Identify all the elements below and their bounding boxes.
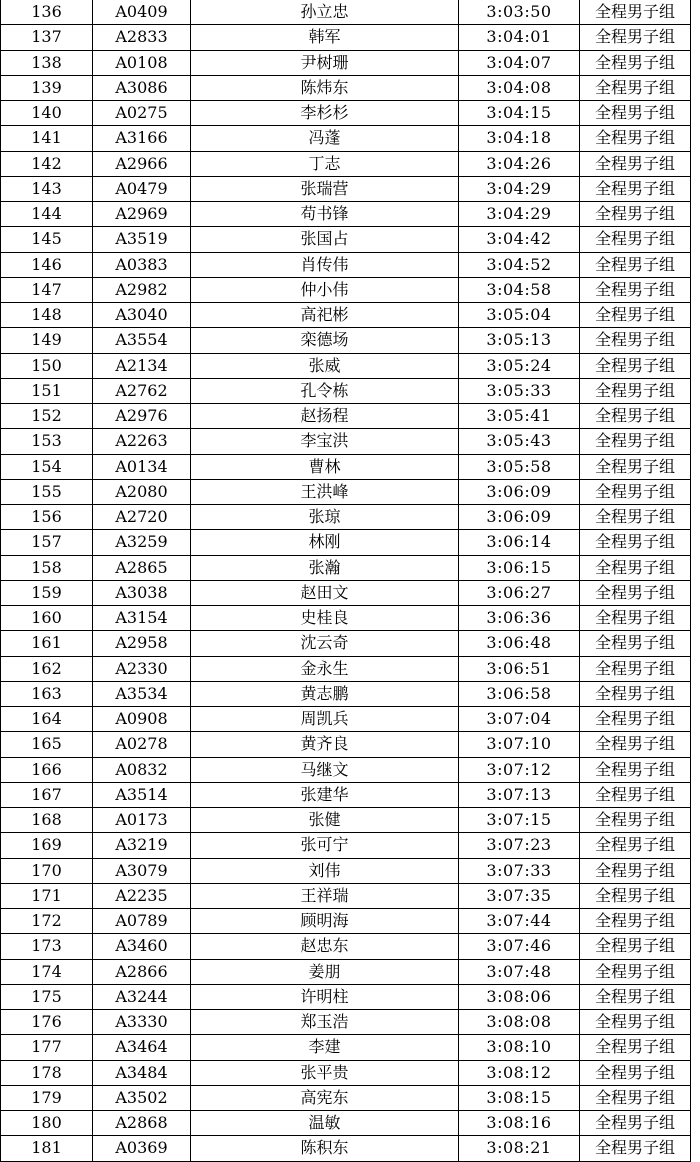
runner-name-cell: 高祀彬 <box>191 303 459 328</box>
bib-number-cell: A2969 <box>93 202 191 227</box>
rank-cell: 149 <box>1 328 93 353</box>
bib-number-cell: A0108 <box>93 50 191 75</box>
group-cell: 全程男子组 <box>580 328 691 353</box>
runner-name-cell: 张健 <box>191 808 459 833</box>
rank-cell: 170 <box>1 858 93 883</box>
table-row <box>1 984 691 1009</box>
runner-name-cell: 高宪东 <box>191 1085 459 1110</box>
bib-number-cell: A2833 <box>93 25 191 50</box>
runner-name-cell: 李杉杉 <box>191 101 459 126</box>
rank-cell: 161 <box>1 631 93 656</box>
table-row <box>1 580 691 605</box>
table-row <box>1 1010 691 1035</box>
group-cell: 全程男子组 <box>580 505 691 530</box>
runner-name-cell: 仲小伟 <box>191 277 459 302</box>
finish-time-cell: 3:06:48 <box>459 631 580 656</box>
runner-name-cell: 许明柱 <box>191 984 459 1009</box>
rank-cell: 141 <box>1 126 93 151</box>
group-cell: 全程男子组 <box>580 151 691 176</box>
rank-cell: 150 <box>1 353 93 378</box>
table-row <box>1 808 691 833</box>
runner-name-cell: 温敏 <box>191 1111 459 1136</box>
finish-time-cell: 3:05:13 <box>459 328 580 353</box>
bib-number-cell: A3484 <box>93 1060 191 1085</box>
rank-cell: 163 <box>1 681 93 706</box>
group-cell: 全程男子组 <box>580 202 691 227</box>
group-cell: 全程男子组 <box>580 833 691 858</box>
rank-cell: 142 <box>1 151 93 176</box>
group-cell: 全程男子组 <box>580 252 691 277</box>
table-row <box>1 505 691 530</box>
rank-cell: 155 <box>1 479 93 504</box>
finish-time-cell: 3:04:29 <box>459 176 580 201</box>
bib-number-cell: A0832 <box>93 757 191 782</box>
group-cell: 全程男子组 <box>580 606 691 631</box>
finish-time-cell: 3:07:44 <box>459 909 580 934</box>
results-table-body <box>1 0 691 1161</box>
rank-cell: 154 <box>1 454 93 479</box>
finish-time-cell: 3:05:41 <box>459 404 580 429</box>
finish-time-cell: 3:06:09 <box>459 479 580 504</box>
rank-cell: 151 <box>1 378 93 403</box>
rank-cell: 162 <box>1 656 93 681</box>
finish-time-cell: 3:07:23 <box>459 833 580 858</box>
table-row <box>1 328 691 353</box>
rank-cell: 145 <box>1 227 93 252</box>
runner-name-cell: 丁志 <box>191 151 459 176</box>
table-row <box>1 782 691 807</box>
bib-number-cell: A2235 <box>93 883 191 908</box>
table-row <box>1 176 691 201</box>
finish-time-cell: 3:06:09 <box>459 505 580 530</box>
bib-number-cell: A0369 <box>93 1136 191 1161</box>
group-cell: 全程男子组 <box>580 555 691 580</box>
finish-time-cell: 3:05:58 <box>459 454 580 479</box>
bib-number-cell: A0275 <box>93 101 191 126</box>
finish-time-cell: 3:05:43 <box>459 429 580 454</box>
runner-name-cell: 王洪峰 <box>191 479 459 504</box>
bib-number-cell: A2865 <box>93 555 191 580</box>
table-row <box>1 277 691 302</box>
rank-cell: 156 <box>1 505 93 530</box>
table-row <box>1 1085 691 1110</box>
finish-time-cell: 3:04:58 <box>459 277 580 302</box>
rank-cell: 152 <box>1 404 93 429</box>
group-cell: 全程男子组 <box>580 126 691 151</box>
group-cell: 全程男子组 <box>580 75 691 100</box>
runner-name-cell: 顾明海 <box>191 909 459 934</box>
rank-cell: 159 <box>1 580 93 605</box>
runner-name-cell: 刘伟 <box>191 858 459 883</box>
bib-number-cell: A2866 <box>93 959 191 984</box>
group-cell: 全程男子组 <box>580 50 691 75</box>
runner-name-cell: 尹树珊 <box>191 50 459 75</box>
runner-name-cell: 林刚 <box>191 530 459 555</box>
table-row <box>1 227 691 252</box>
group-cell: 全程男子组 <box>580 429 691 454</box>
table-row <box>1 858 691 883</box>
rank-cell: 175 <box>1 984 93 1009</box>
bib-number-cell: A2080 <box>93 479 191 504</box>
runner-name-cell: 陈炜东 <box>191 75 459 100</box>
rank-cell: 148 <box>1 303 93 328</box>
bib-number-cell: A3038 <box>93 580 191 605</box>
rank-cell: 144 <box>1 202 93 227</box>
bib-number-cell: A3040 <box>93 303 191 328</box>
runner-name-cell: 黄志鹏 <box>191 681 459 706</box>
group-cell: 全程男子组 <box>580 984 691 1009</box>
finish-time-cell: 3:06:36 <box>459 606 580 631</box>
finish-time-cell: 3:08:12 <box>459 1060 580 1085</box>
table-row <box>1 252 691 277</box>
group-cell: 全程男子组 <box>580 479 691 504</box>
runner-name-cell: 赵田文 <box>191 580 459 605</box>
group-cell: 全程男子组 <box>580 404 691 429</box>
runner-name-cell: 赵扬程 <box>191 404 459 429</box>
rank-cell: 136 <box>1 0 93 25</box>
rank-cell: 177 <box>1 1035 93 1060</box>
bib-number-cell: A3514 <box>93 782 191 807</box>
group-cell: 全程男子组 <box>580 1010 691 1035</box>
runner-name-cell: 周凯兵 <box>191 707 459 732</box>
group-cell: 全程男子组 <box>580 176 691 201</box>
finish-time-cell: 3:06:14 <box>459 530 580 555</box>
table-row <box>1 1111 691 1136</box>
runner-name-cell: 张可宁 <box>191 833 459 858</box>
group-cell: 全程男子组 <box>580 934 691 959</box>
bib-number-cell: A3086 <box>93 75 191 100</box>
runner-name-cell: 陈积东 <box>191 1136 459 1161</box>
rank-cell: 146 <box>1 252 93 277</box>
finish-time-cell: 3:08:08 <box>459 1010 580 1035</box>
group-cell: 全程男子组 <box>580 25 691 50</box>
rank-cell: 140 <box>1 101 93 126</box>
table-row <box>1 479 691 504</box>
group-cell: 全程男子组 <box>580 277 691 302</box>
bib-number-cell: A3154 <box>93 606 191 631</box>
finish-time-cell: 3:05:33 <box>459 378 580 403</box>
group-cell: 全程男子组 <box>580 1035 691 1060</box>
finish-time-cell: 3:04:08 <box>459 75 580 100</box>
runner-name-cell: 栾德场 <box>191 328 459 353</box>
group-cell: 全程男子组 <box>580 757 691 782</box>
group-cell: 全程男子组 <box>580 1111 691 1136</box>
finish-time-cell: 3:06:51 <box>459 656 580 681</box>
runner-name-cell: 郑玉浩 <box>191 1010 459 1035</box>
finish-time-cell: 3:08:10 <box>459 1035 580 1060</box>
table-row <box>1 454 691 479</box>
rank-cell: 179 <box>1 1085 93 1110</box>
rank-cell: 168 <box>1 808 93 833</box>
bib-number-cell: A3166 <box>93 126 191 151</box>
group-cell: 全程男子组 <box>580 909 691 934</box>
rank-cell: 171 <box>1 883 93 908</box>
finish-time-cell: 3:07:35 <box>459 883 580 908</box>
finish-time-cell: 3:04:29 <box>459 202 580 227</box>
group-cell: 全程男子组 <box>580 631 691 656</box>
bib-number-cell: A2263 <box>93 429 191 454</box>
runner-name-cell: 赵忠东 <box>191 934 459 959</box>
rank-cell: 176 <box>1 1010 93 1035</box>
table-row <box>1 202 691 227</box>
runner-name-cell: 张国占 <box>191 227 459 252</box>
rank-cell: 143 <box>1 176 93 201</box>
finish-time-cell: 3:04:52 <box>459 252 580 277</box>
finish-time-cell: 3:07:15 <box>459 808 580 833</box>
runner-name-cell: 曹林 <box>191 454 459 479</box>
table-row <box>1 50 691 75</box>
finish-time-cell: 3:07:46 <box>459 934 580 959</box>
rank-cell: 157 <box>1 530 93 555</box>
table-row <box>1 151 691 176</box>
rank-cell: 166 <box>1 757 93 782</box>
finish-time-cell: 3:08:21 <box>459 1136 580 1161</box>
rank-cell: 165 <box>1 732 93 757</box>
runner-name-cell: 孔令栋 <box>191 378 459 403</box>
runner-name-cell: 马继文 <box>191 757 459 782</box>
bib-number-cell: A0908 <box>93 707 191 732</box>
group-cell: 全程男子组 <box>580 858 691 883</box>
group-cell: 全程男子组 <box>580 0 691 25</box>
bib-number-cell: A2958 <box>93 631 191 656</box>
finish-time-cell: 3:06:58 <box>459 681 580 706</box>
table-row <box>1 934 691 959</box>
finish-time-cell: 3:04:18 <box>459 126 580 151</box>
table-row <box>1 883 691 908</box>
group-cell: 全程男子组 <box>580 808 691 833</box>
table-row <box>1 378 691 403</box>
runner-name-cell: 张威 <box>191 353 459 378</box>
table-row <box>1 656 691 681</box>
bib-number-cell: A3534 <box>93 681 191 706</box>
group-cell: 全程男子组 <box>580 959 691 984</box>
group-cell: 全程男子组 <box>580 303 691 328</box>
runner-name-cell: 黄齐良 <box>191 732 459 757</box>
bib-number-cell: A3464 <box>93 1035 191 1060</box>
finish-time-cell: 3:07:10 <box>459 732 580 757</box>
rank-cell: 173 <box>1 934 93 959</box>
bib-number-cell: A0173 <box>93 808 191 833</box>
rank-cell: 172 <box>1 909 93 934</box>
table-row <box>1 707 691 732</box>
table-row <box>1 404 691 429</box>
rank-cell: 167 <box>1 782 93 807</box>
rank-cell: 139 <box>1 75 93 100</box>
runner-name-cell: 沈云奇 <box>191 631 459 656</box>
group-cell: 全程男子组 <box>580 883 691 908</box>
group-cell: 全程男子组 <box>580 1085 691 1110</box>
finish-time-cell: 3:06:15 <box>459 555 580 580</box>
bib-number-cell: A3330 <box>93 1010 191 1035</box>
runner-name-cell: 张琼 <box>191 505 459 530</box>
table-row <box>1 909 691 934</box>
finish-time-cell: 3:06:27 <box>459 580 580 605</box>
bib-number-cell: A3460 <box>93 934 191 959</box>
runner-name-cell: 张瑞营 <box>191 176 459 201</box>
table-row <box>1 530 691 555</box>
bib-number-cell: A0409 <box>93 0 191 25</box>
group-cell: 全程男子组 <box>580 1060 691 1085</box>
finish-time-cell: 3:08:16 <box>459 1111 580 1136</box>
table-row <box>1 1035 691 1060</box>
finish-time-cell: 3:05:04 <box>459 303 580 328</box>
runner-name-cell: 张平贵 <box>191 1060 459 1085</box>
finish-time-cell: 3:07:13 <box>459 782 580 807</box>
group-cell: 全程男子组 <box>580 530 691 555</box>
finish-time-cell: 3:07:12 <box>459 757 580 782</box>
table-row <box>1 303 691 328</box>
table-row <box>1 1060 691 1085</box>
runner-name-cell: 王祥瑞 <box>191 883 459 908</box>
group-cell: 全程男子组 <box>580 353 691 378</box>
finish-time-cell: 3:04:42 <box>459 227 580 252</box>
bib-number-cell: A2762 <box>93 378 191 403</box>
runner-name-cell: 金永生 <box>191 656 459 681</box>
rank-cell: 180 <box>1 1111 93 1136</box>
group-cell: 全程男子组 <box>580 1136 691 1161</box>
group-cell: 全程男子组 <box>580 732 691 757</box>
table-row <box>1 126 691 151</box>
runner-name-cell: 史桂良 <box>191 606 459 631</box>
table-row <box>1 1136 691 1161</box>
table-row <box>1 959 691 984</box>
group-cell: 全程男子组 <box>580 227 691 252</box>
bib-number-cell: A3244 <box>93 984 191 1009</box>
finish-time-cell: 3:05:24 <box>459 353 580 378</box>
table-row <box>1 0 691 25</box>
bib-number-cell: A2330 <box>93 656 191 681</box>
group-cell: 全程男子组 <box>580 681 691 706</box>
bib-number-cell: A0134 <box>93 454 191 479</box>
table-row <box>1 101 691 126</box>
finish-time-cell: 3:07:33 <box>459 858 580 883</box>
finish-time-cell: 3:07:48 <box>459 959 580 984</box>
table-row <box>1 555 691 580</box>
rank-cell: 138 <box>1 50 93 75</box>
bib-number-cell: A2868 <box>93 1111 191 1136</box>
group-cell: 全程男子组 <box>580 656 691 681</box>
runner-name-cell: 孙立忠 <box>191 0 459 25</box>
bib-number-cell: A3519 <box>93 227 191 252</box>
runner-name-cell: 韩军 <box>191 25 459 50</box>
runner-name-cell: 冯蓬 <box>191 126 459 151</box>
rank-cell: 158 <box>1 555 93 580</box>
table-row <box>1 681 691 706</box>
bib-number-cell: A2720 <box>93 505 191 530</box>
group-cell: 全程男子组 <box>580 782 691 807</box>
table-row <box>1 631 691 656</box>
runner-name-cell: 张建华 <box>191 782 459 807</box>
bib-number-cell: A3219 <box>93 833 191 858</box>
table-row <box>1 75 691 100</box>
bib-number-cell: A2966 <box>93 151 191 176</box>
table-row <box>1 353 691 378</box>
rank-cell: 169 <box>1 833 93 858</box>
runner-name-cell: 张瀚 <box>191 555 459 580</box>
rank-cell: 174 <box>1 959 93 984</box>
rank-cell: 137 <box>1 25 93 50</box>
table-row <box>1 429 691 454</box>
bib-number-cell: A0383 <box>93 252 191 277</box>
group-cell: 全程男子组 <box>580 707 691 732</box>
rank-cell: 160 <box>1 606 93 631</box>
group-cell: 全程男子组 <box>580 580 691 605</box>
bib-number-cell: A3079 <box>93 858 191 883</box>
group-cell: 全程男子组 <box>580 378 691 403</box>
finish-time-cell: 3:04:01 <box>459 25 580 50</box>
finish-time-cell: 3:03:50 <box>459 0 580 25</box>
finish-time-cell: 3:08:15 <box>459 1085 580 1110</box>
finish-time-cell: 3:04:26 <box>459 151 580 176</box>
table-row <box>1 732 691 757</box>
runner-name-cell: 苟书锋 <box>191 202 459 227</box>
group-cell: 全程男子组 <box>580 101 691 126</box>
table-row <box>1 606 691 631</box>
bib-number-cell: A2134 <box>93 353 191 378</box>
bib-number-cell: A3502 <box>93 1085 191 1110</box>
table-row <box>1 833 691 858</box>
runner-name-cell: 李宝洪 <box>191 429 459 454</box>
rank-cell: 178 <box>1 1060 93 1085</box>
bib-number-cell: A0479 <box>93 176 191 201</box>
bib-number-cell: A0278 <box>93 732 191 757</box>
table-row <box>1 25 691 50</box>
runner-name-cell: 李建 <box>191 1035 459 1060</box>
rank-cell: 164 <box>1 707 93 732</box>
runner-name-cell: 肖传伟 <box>191 252 459 277</box>
finish-time-cell: 3:07:04 <box>459 707 580 732</box>
bib-number-cell: A2976 <box>93 404 191 429</box>
bib-number-cell: A3259 <box>93 530 191 555</box>
runner-name-cell: 姜朋 <box>191 959 459 984</box>
rank-cell: 153 <box>1 429 93 454</box>
finish-time-cell: 3:08:06 <box>459 984 580 1009</box>
rank-cell: 147 <box>1 277 93 302</box>
group-cell: 全程男子组 <box>580 454 691 479</box>
bib-number-cell: A0789 <box>93 909 191 934</box>
finish-time-cell: 3:04:07 <box>459 50 580 75</box>
table-row <box>1 757 691 782</box>
rank-cell: 181 <box>1 1136 93 1161</box>
finish-time-cell: 3:04:15 <box>459 101 580 126</box>
bib-number-cell: A2982 <box>93 277 191 302</box>
bib-number-cell: A3554 <box>93 328 191 353</box>
